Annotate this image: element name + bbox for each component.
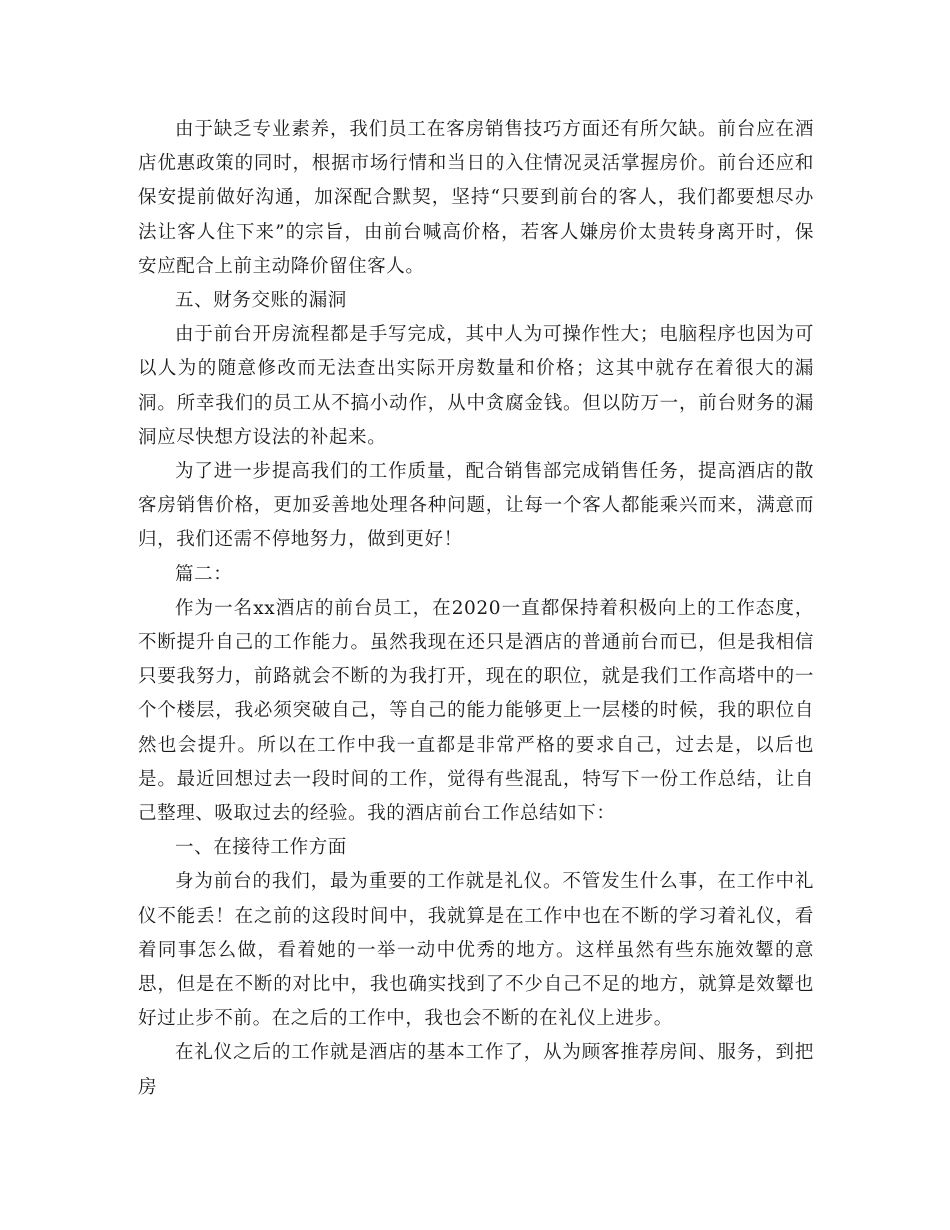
heading-finance-loophole: 五、财务交账的漏洞 bbox=[175, 290, 347, 312]
paragraph-finance-loophole: 由于前台开房流程都是手写完成，其中人为可操作性大；电脑程序也因为可以人为的随意修改而无法查出实际开房数量和价格；这其中就存在着很大的漏洞。所幸我们的员工从不搞小动作，从中贪腐金钱。但以防万一，前台财务的漏洞应尽快想方设法的补起来。 bbox=[138, 324, 814, 448]
heading-reception-work: 一、在接待工作方面 bbox=[175, 837, 347, 859]
paragraph-intro-part-two: 作为一名xx酒店的前台员工，在2020一直都保持着积极向上的工作态度，不断提升自己的工作能力。虽然我现在还只是酒店的普通前台而已，但是我相信只要我努力，前路就会不断的为我打开，现在的职位，就是我们工作高塔中的一个个楼层，我必须突破自己，等自己的能力能够更上一层楼的时候，我的职位自然也会提升。所以在工作中我一直都是非常严格的要求自己，过去是，以后也是。最近回想过去一段时间的工作，觉得有些混乱，特写下一份工作总结，让自己整理、吸取过去的经验。我的酒店前台工作总结如下： bbox=[138, 597, 814, 825]
paragraph-basic-work: 在礼仪之后的工作就是酒店的基本工作了，从为顾客推荐房间、服务，到把房 bbox=[138, 1042, 814, 1098]
paragraph-etiquette: 身为前台的我们，最为重要的工作就是礼仪。不管发生什么事，在工作中礼仪不能丢！在之前的这段时间中，我就算是在工作中也在不断的学习着礼仪，看着同事怎么做，看着她的一举一动中优秀的地方。这样虽然有些东施效颦的意思，但是在不断的对比中，我也确实找到了不少自己不足的地方，就算是效颦也好过止步不前。在之后的工作中，我也会不断的在礼仪上进步。 bbox=[138, 871, 814, 1030]
paragraph-improve-quality: 为了进一步提高我们的工作质量，配合销售部完成销售任务，提高酒店的散客房销售价格，更加妥善地处理各种问题，让每一个客人都能乘兴而来，满意而归，我们还需不停地努力，做到更好！ bbox=[138, 461, 814, 551]
document-body bbox=[138, 113, 814, 1105]
heading-part-two: 篇二： bbox=[175, 563, 233, 585]
paragraph-sales-skills: 由于缺乏专业素养，我们员工在客房销售技巧方面还有所欠缺。前台应在酒店优惠政策的同时，根据市场行情和当日的入住情况灵活掌握房价。前台还应和保安提前做好沟通，加深配合默契，坚持“只要到前台的客人，我们都要想尽办法让客人住下来”的宗旨，由前台喊高价格，若客人嫌房价太贵转身离开时，保安应配合上前主动降价留住客人。 bbox=[138, 119, 814, 277]
